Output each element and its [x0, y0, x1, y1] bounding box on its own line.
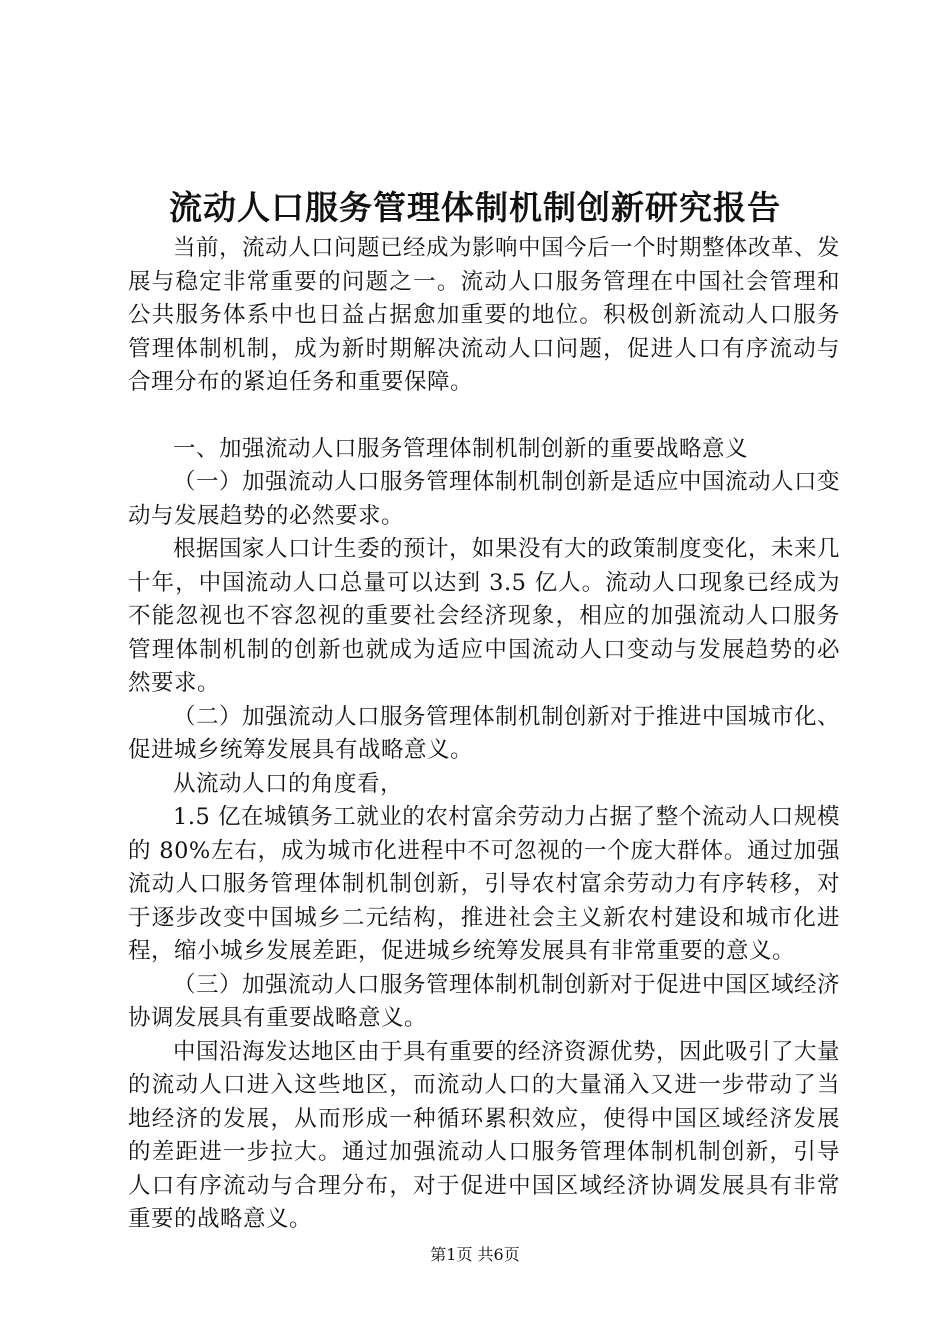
body-paragraph-3: 1.5 亿在城镇务工就业的农村富余劳动力占据了整个流动人口规模的 80%左右，成为城市化进程中不可忽视的一个庞大群体。通过加强流动人口服务管理体制机制创新，引导农村富余劳动力有序转移，对于逐步改变中国城乡二元结构，推进社会主义新农村建设和城市化进程，缩小城乡发展差距，促进城乡统筹发展具有非常重要的意义。	[128, 804, 840, 964]
section-heading-1: 一、加强流动人口服务管理体制机制创新的重要战略意义	[173, 435, 749, 462]
document-body	[128, 232, 840, 1237]
body-paragraph-2: 从流动人口的角度看，	[173, 770, 404, 797]
body-paragraph-4: 中国沿海发达地区由于具有重要的经济资源优势，因此吸引了大量的流动人口进入这些地区，而流动人口的大量涌入又进一步带动了当地经济的发展，从而形成一种循环累积效应，使得中国区域经济发展的差距进一步拉大。通过加强流动人口服务管理体制机制创新，引导人口有序流动与合理分布，对于促进中国区域经济协调发展具有非常重要的战略意义。	[128, 1038, 841, 1232]
intro-paragraph: 当前，流动人口问题已经成为影响中国今后一个时期整体改革、发展与稳定非常重要的问题之一。流动人口服务管理在中国社会管理和公共服务体系中也日益占据愈加重要的地位。积极创新流动人口服务管理体制机制，成为新时期解决流动人口问题，促进人口有序流动与合理分布的紧迫任务和重要保障。	[128, 235, 841, 395]
document-title: 流动人口服务管理体制机制创新研究报告	[169, 188, 781, 227]
body-paragraph-1: 根据国家人口计生委的预计，如果没有大的政策制度变化，未来几十年，中国流动人口总量可以达到 3.5 亿人。流动人口现象已经成为不能忽视也不容忽视的重要社会经济现象，相应的加强流动人口服务管理体制机制的创新也就成为适应中国流动人口变动与发展趋势的必然要求。	[128, 536, 841, 696]
subsection-heading-3: （三）加强流动人口服务管理体制机制创新对于促进中国区域经济协调发展具有重要战略意义。	[128, 971, 841, 1031]
subsection-heading-2: （二）加强流动人口服务管理体制机制创新对于推进中国城市化、促进城乡统筹发展具有战略意义。	[128, 703, 841, 763]
page-number-footer: 第1页 共6页	[430, 1245, 520, 1264]
subsection-heading-1: （一）加强流动人口服务管理体制机制创新是适应中国流动人口变动与发展趋势的必然要求。	[128, 469, 841, 529]
